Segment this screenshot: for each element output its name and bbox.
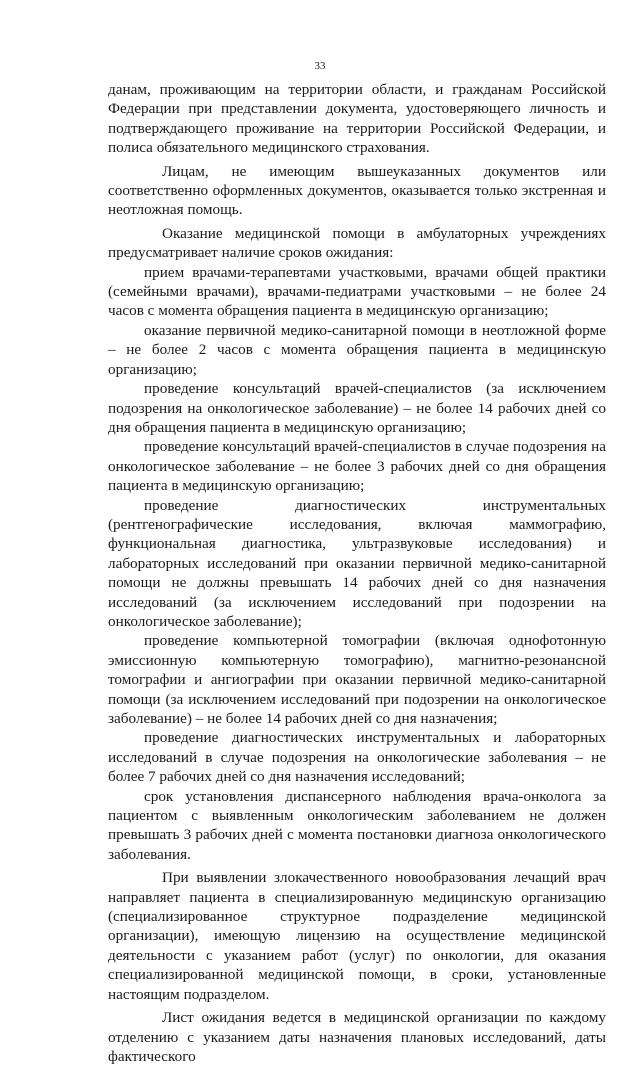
paragraph-waiting-list: Лист ожидания ведется в медицинской организации по каждому отделению с указанием даты назначения плановых исследований, даты фактического [108, 1009, 606, 1065]
list-item-oncologist-observation: срок установления диспансерного наблюдения врача-онколога за пациентом с выявленным онкологическим заболеванием не должен превышать 3 рабочих дней с момента постановки диагноза онкологического заболевания. [108, 787, 606, 863]
list-item-diagnostic-studies: проведение диагностических инструментальных (рентгенографические исследования, включая маммографию, функциональная диагностика, ультразвуковые исследования) и лабораторных исследований при оказании первичной медико-санитарной помощи не должны превышать 14 рабочих дней со дня назначения исследований (за исключением исследований при подозрении на онкологическое заболевание); [108, 496, 606, 630]
list-item-oncology-diagnostics: проведение диагностических инструментальных и лабораторных исследований в случае подозрения на онкологические заболевания – не более 7 рабочих дней со дня назначения исследований; [108, 729, 606, 786]
document-body [108, 80, 606, 1066]
paragraph-malignancy-referral: При выявлении злокачественного новообразования лечащий врач направляет пациента в специализированную медицинскую организацию (специализированное структурное подразделение медицинской организации), имеющую лицензию на осуществление медицинской деятельности с указанием работ (услуг) по онкологии, для оказания специализированной медицинской помощи, в сроки, установленные настоящим подразделом. [108, 869, 606, 1003]
page-number: 33 [314, 60, 326, 72]
paragraph-continuation: данам, проживающим на территории области, и гражданам Российской Федерации при представлении документа, удостоверяющего личность и подтверждающего проживание на территории Российской Федерации, и полиса обязательного медицинского страхования. [108, 81, 606, 157]
list-item-oncology-consultations: проведение консультаций врачей-специалистов в случае подозрения на онкологическое заболевание – не более 3 рабочих дней со дня обращения пациента в медицинскую организацию; [108, 438, 606, 495]
list-item-tomography: проведение компьютерной томографии (включая однофотонную эмиссионную компьютерную томографию), магнитно-резонансной томографии и ангиографии при оказании первичной медико-санитарной помощи (за исключением исследований при подозрении на онкологическое заболевание) – не более 14 рабочих дней со дня назначения; [108, 632, 606, 727]
list-item-urgent-care: оказание первичной медико-санитарной помощи в неотложной форме – не более 2 часов с момента обращения пациента в медицинскую организацию; [108, 321, 606, 378]
list-item-specialist-consultations: проведение консультаций врачей-специалистов (за исключением подозрения на онкологическое заболевание) – не более 14 рабочих дней со дня обращения пациента в медицинскую организацию; [108, 380, 606, 436]
paragraph-no-documents: Лицам, не имеющим вышеуказанных документов или соответственно оформленных документов, оказывается только экстренная и неотложная помощь. [108, 162, 606, 219]
list-item-therapist-reception: прием врачами-терапевтами участковыми, врачами общей практики (семейными врачами), врачами-педиатрами участковыми – не более 24 часов с момента обращения пациента в медицинскую организацию; [108, 263, 606, 320]
paragraph-waiting-times-intro: Оказание медицинской помощи в амбулаторных учреждениях предусматривает наличие сроков ожидания: [108, 224, 606, 262]
